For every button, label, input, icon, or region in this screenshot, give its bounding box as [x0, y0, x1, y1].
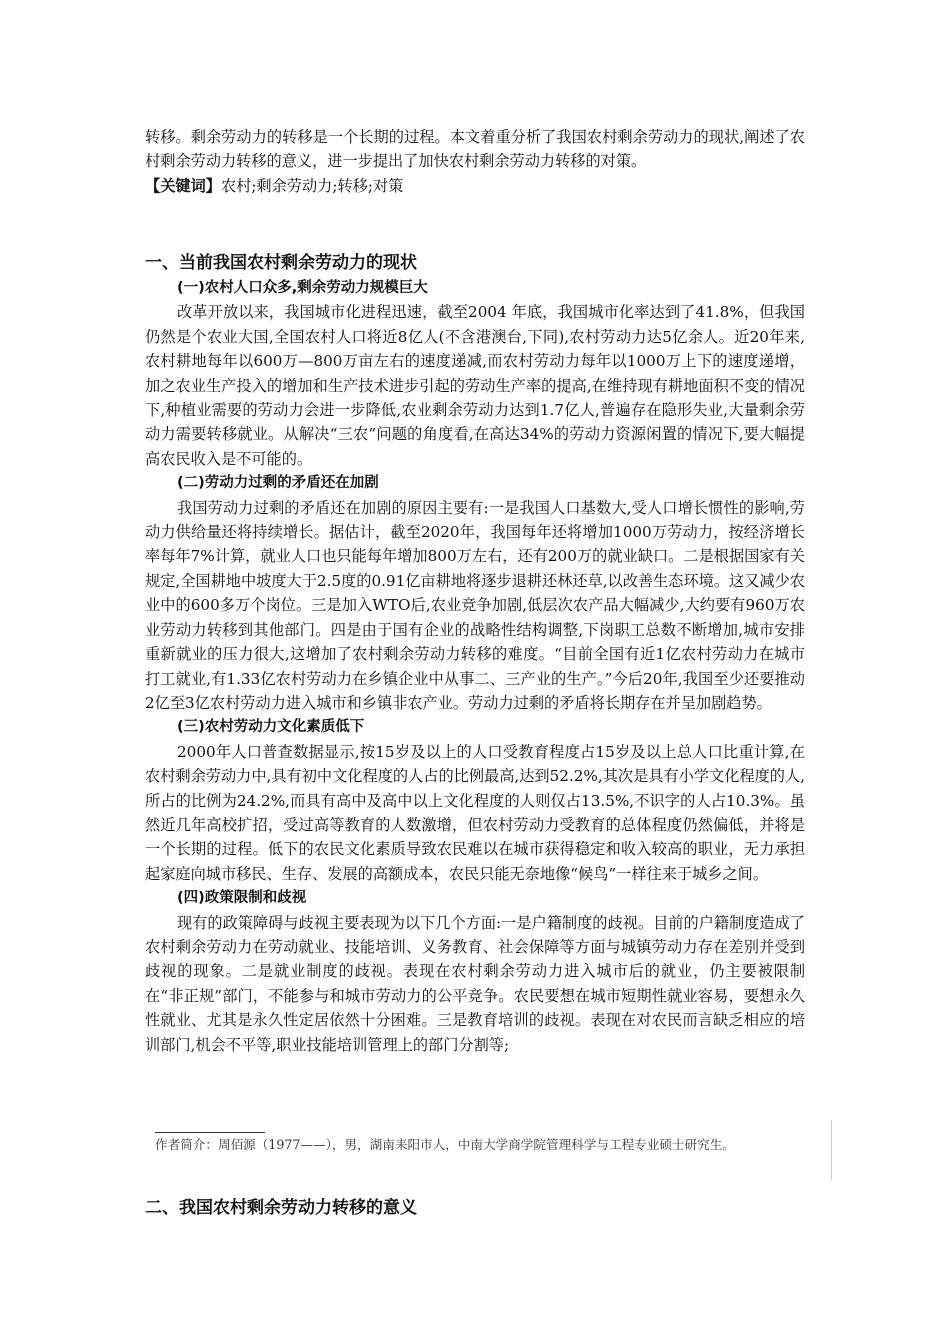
subsection-2-title: (二)劳动力过剩的矛盾还在加剧	[177, 475, 379, 492]
subsection-1-title: (一)农村人口众多,剩余劳动力规模巨大	[177, 280, 428, 296]
keywords-value: 农村;剩余劳动力;转移;对策	[220, 176, 404, 195]
subsection-2-text: 我国劳动力过剩的矛盾还在加剧的原因主要有:一是我国人口基数大,受人口增长惯性的影响,劳动力供给量还将持续增长。据估计，截至2020年，我国每年还将增加1000万劳动力，按经济增长率每年7%计算，就业人口也只能每年增加800万左右，还有200万的就业缺口。二是根据国家有关规定,全国耕地中坡度大于2.5度的0.91亿亩耕地将逐步退耕还林还草,以改善生态环境。这又减少农业中的600多万个岗位。三是加入WTO后,农业竞争加剧,低层次农产品大幅减少,大约要有960万农业劳动力转移到其他部门。四是由于国有企业的战略性结构调整,下岗职工总数不断增加,城市安排重新就业的压力很大,这增加了农村剩余劳动力转移的难度。“目前全国有近1亿农村劳动力在城市打工就业,有1.33亿农村劳动力在乡镇企业中从事二、三产业的生产。”今后20年,我国至少还要推动2亿至3亿农村劳动力进入城市和乡镇非农产业。劳动力过剩的矛盾将长期存在并呈加剧趋势。	[145, 498, 805, 712]
abstract-block	[145, 125, 805, 198]
section-1	[145, 250, 805, 1057]
subsection-3-text: 2000年人口普查数据显示,按15岁及以上的人口受教育程度占15岁及以上总人口比重计算,在农村剩余劳动力中,具有初中文化程度的人占的比例最高,达到52.2%,其次是具有小学文化程度的人,所占的比例为24.2%,而具有高中及高中以上文化程度的人则仅占13.5%,不识字的人占10.3%。虽然近几年高校扩招，受过高等教育的人数激增，但农村劳动力受教育的总体程度仍然偏低，并将是一个长期的过程。低下的农民文化素质导致农民难以在城市获得稳定和收入较高的职业，无力承担起家庭向城市移民、生存、发展的高额成本，农民只能无奈地像“候鸟”一样往来于城乡之间。	[145, 742, 805, 883]
subsection-3-title: (三)农村劳动力文化素质低下	[177, 719, 365, 736]
section-1-title: 一、当前我国农村剩余劳动力的现状	[145, 253, 417, 273]
keywords-line	[145, 174, 805, 198]
section-2-title: 二、我国农村剩余劳动力转移的意义	[145, 1198, 417, 1218]
subsection-1-text: 改革开放以来，我国城市化进程迅速，截至2004 年底，我国城市化率达到了41.8%，但我国仍然是个农业大国,全国农村人口将近8亿人(不含港澳台,下同),农村劳动力达5亿余人。近20年来,农村耕地每年以600万—800万亩左右的速度递减,而农村劳动力每年以1000万上下的速度递增，加之农业生产投入的增加和生产技术进步引起的劳动生产率的提高,在维持现有耕地面积不变的情况下,种植业需要的劳动力会进一步降低,农业剩余劳动力达到1.7亿人,普遍存在隐形失业,大量剩余劳动力需要转移就业。从解决“三农”问题的角度看,在高达34%的劳动力资源闲置的情况下,要大幅提高农民收入是不可能的。	[145, 303, 805, 468]
subsection-4-title: (四)政策限制和歧视	[177, 890, 307, 907]
section-2	[145, 1195, 805, 1221]
footnote-divider	[155, 1132, 265, 1133]
keywords-label: 【关键词】	[145, 176, 221, 195]
subsection-4-text: 现有的政策障碍与歧视主要表现为以下几个方面:一是户籍制度的歧视。目前的户籍制度造成了农村剩余劳动力在劳动就业、技能培训、义务教育、社会保障等方面与城镇劳动力存在差别并受到歧视的现象。二是就业制度的歧视。表现在农村剩余劳动力进入城市后的就业，仍主要被限制在“非正规”部门，不能参与和城市劳动力的公平竞争。农民要想在城市短期性就业容易，要想永久性就业、尤其是永久性定居依然十分困难。三是教育培训的歧视。表现在对农民而言缺乏相应的培训部门,机会不平等,职业技能培训管理上的部门分割等;	[145, 913, 805, 1054]
author-footnote: 作者简介：周佰源（1977——），男，湖南耒阳市人，中南大学商学院管理科学与工程专业硕士研究生。	[155, 1137, 735, 1152]
abstract-text: 转移。剩余劳动力的转移是一个长期的过程。本文着重分析了我国农村剩余劳动力的现状,阐述了农村剩余劳动力转移的意义，进一步提出了加快农村剩余劳动力转移的对策。	[145, 128, 805, 171]
